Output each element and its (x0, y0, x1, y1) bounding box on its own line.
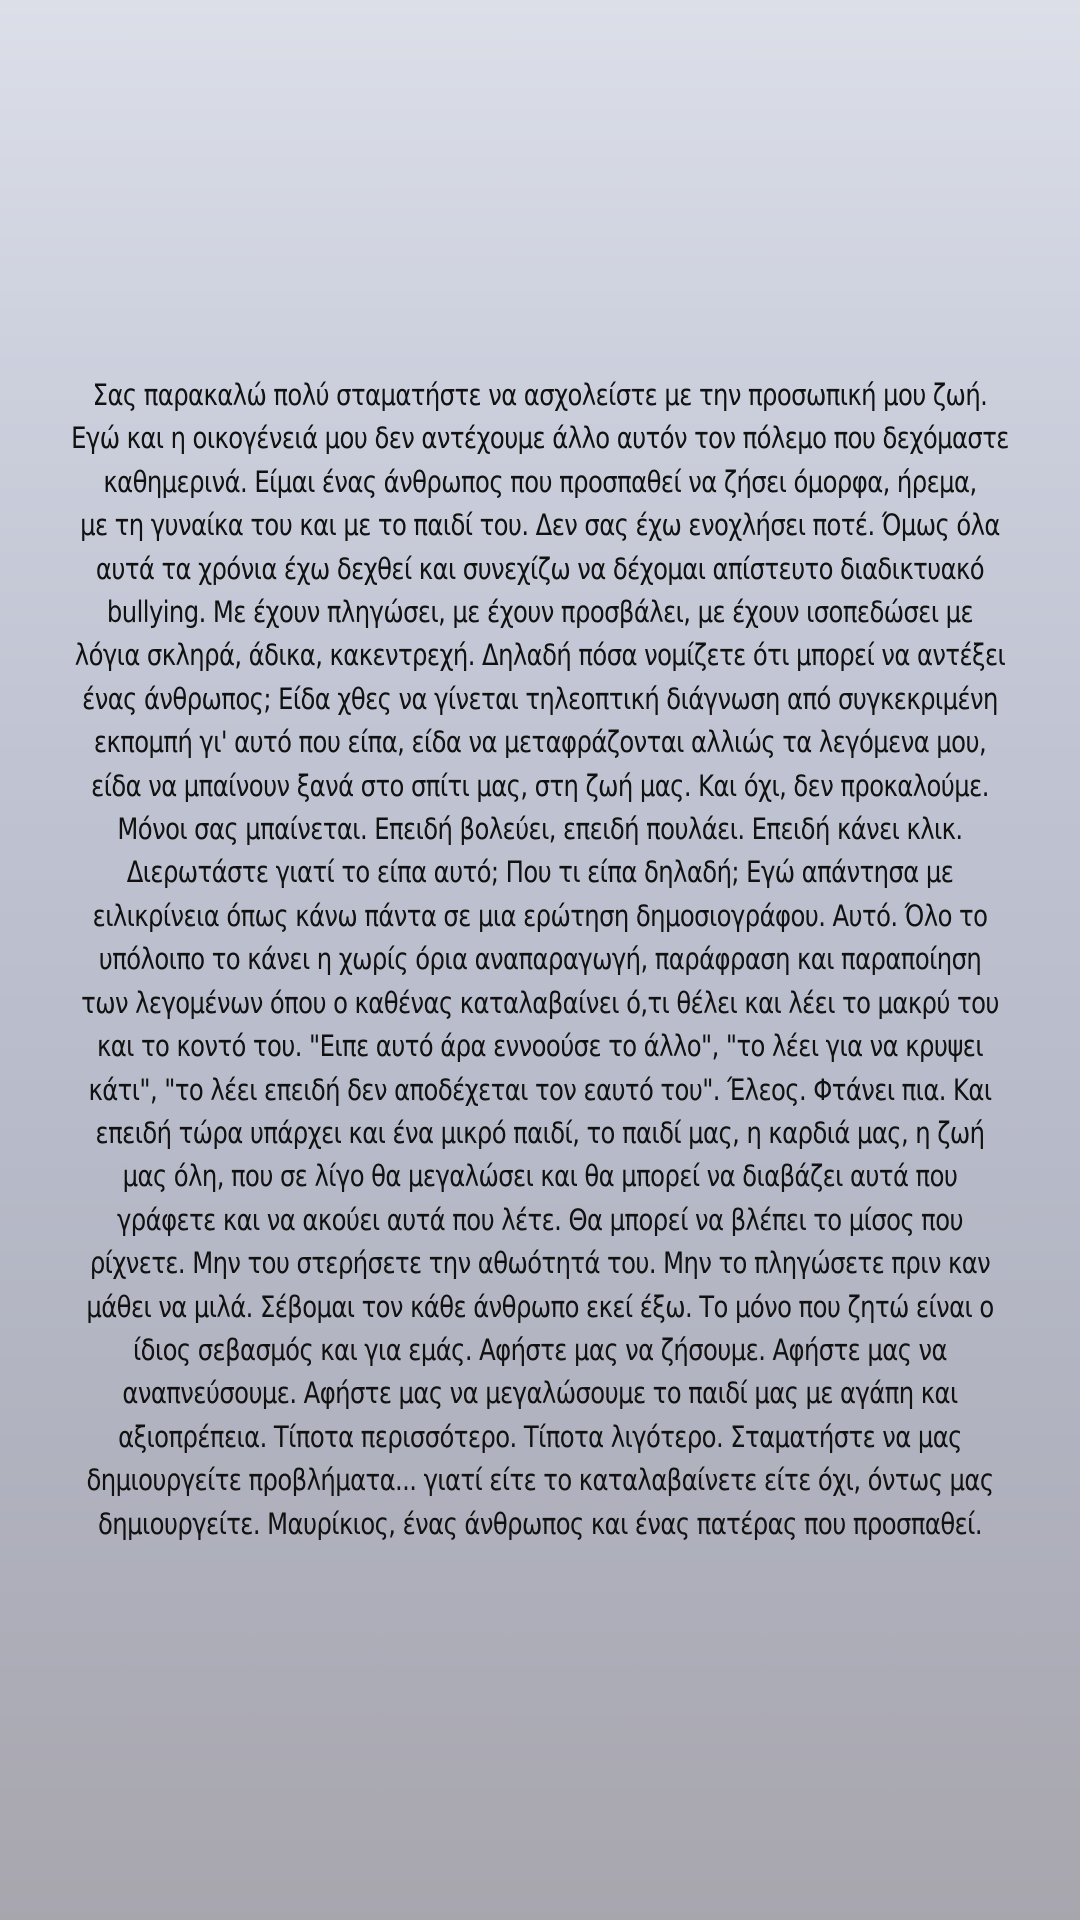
text-line: δημιουργείτε. Μαυρίκιος, ένας άνθρωπος και ένας πατέρας που προσπαθεί. (98, 1506, 982, 1541)
text-line: ρίχνετε. Μην του στερήσετε την αθωότητά του. Μην το πληγώσετε πριν καν (89, 1246, 991, 1281)
text-line: των λεγομένων όπου ο καθένας καταλαβαίνει ό,τι θέλει και λέει το μακρύ του (81, 985, 999, 1020)
text-line: Διερωτάστε γιατί το είπα αυτό; Που τι είπα δηλαδή; Εγώ απάντησα με (126, 855, 954, 890)
text-line: και το κοντό του. "Ειπε αυτό άρα εννοούσε το άλλο", "το λέει για να κρυψει (96, 1029, 983, 1064)
text-line: μάθει να μιλά. Σέβομαι τον κάθε άνθρωπο εκεί έξω. Το μόνο που ζητώ είναι ο (86, 1289, 994, 1324)
text-line: ειλικρίνεια όπως κάνω πάντα σε μια ερώτηση δημοσιογράφου. Αυτό. Όλο το (92, 898, 988, 933)
text-line: δημιουργείτε προβλήματα... γιατί είτε το καταλαβαίνετε είτε όχι, όντως μας (86, 1463, 994, 1498)
text-line: αυτά τα χρόνια έχω δεχθεί και συνεχίζω να δέχομαι απίστευτο διαδικτυακό (95, 551, 985, 586)
story-text-block (20, 374, 1060, 1546)
text-line: γράφετε και να ακούει αυτά που λέτε. Θα μπορεί να βλέπει το μίσος που (116, 1202, 963, 1237)
text-line: Εγώ και η οικογένειά μου δεν αντέχουμε άλλο αυτόν τον πόλεμο που δεχόμαστε (71, 421, 1009, 456)
text-line: αξιοπρέπεια. Τίποτα περισσότερο. Τίποτα λιγότερο. Σταματήστε να μας (118, 1419, 962, 1454)
text-line: αναπνεύσουμε. Αφήστε μας να μεγαλώσουμε το παιδί μας με αγάπη και (122, 1376, 958, 1411)
text-line: Μόνοι σας μπαίνεται. Επειδή βολεύει, επειδή πουλάει. Επειδή κάνει κλικ. (117, 812, 963, 847)
text-line: κάτι", "το λέει επειδή δεν αποδέχεται τον εαυτό του". Έλεος. Φτάνει πια. Και (88, 1072, 992, 1107)
text-line: ίδιος σεβασμός και για εμάς. Αφήστε μας να ζήσουμε. Αφήστε μας να (133, 1332, 947, 1367)
text-line: με τη γυναίκα του και με το παιδί του. Δεν σας έχω ενοχλήσει ποτέ. Όμως όλα (80, 508, 1000, 543)
text-line: λόγια σκληρά, άδικα, κακεντρεχή. Δηλαδή πόσα νομίζετε ότι μπορεί να αντέξει (74, 638, 1006, 673)
text-line: εκπομπή γι' αυτό που είπα, είδα να μεταφράζονται αλλιώς τα λεγόμενα μου, (93, 725, 987, 760)
text-line: ένας άνθρωπος; Είδα χθες να γίνεται τηλεοπτική διάγνωση από συγκεκριμένη (82, 681, 998, 716)
text-line: καθημερινά. Είμαι ένας άνθρωπος που προσπαθεί να ζήσει όμορφα, ήρεμα, (103, 464, 977, 499)
text-line: bullying. Με έχουν πληγώσει, με έχουν προσβάλει, με έχουν ισοπεδώσει με (106, 595, 974, 630)
text-line: υπόλοιπο το κάνει η χωρίς όρια αναπαραγωγή, παράφραση και παραποίηση (98, 942, 982, 977)
text-line: επειδή τώρα υπάρχει και ένα μικρό παιδί, το παιδί μας, η καρδιά μας, η ζωή (95, 1115, 985, 1150)
text-line: είδα να μπαίνουν ξανά στο σπίτι μας, στη ζωή μας. Και όχι, δεν προκαλούμε. (91, 768, 989, 803)
text-line: Σας παρακαλώ πολύ σταματήστε να ασχολείστε με την προσωπική μου ζωή. (92, 378, 988, 412)
text-line: μας όλη, που σε λίγο θα μεγαλώσει και θα μπορεί να διαβάζει αυτά που (122, 1159, 958, 1194)
